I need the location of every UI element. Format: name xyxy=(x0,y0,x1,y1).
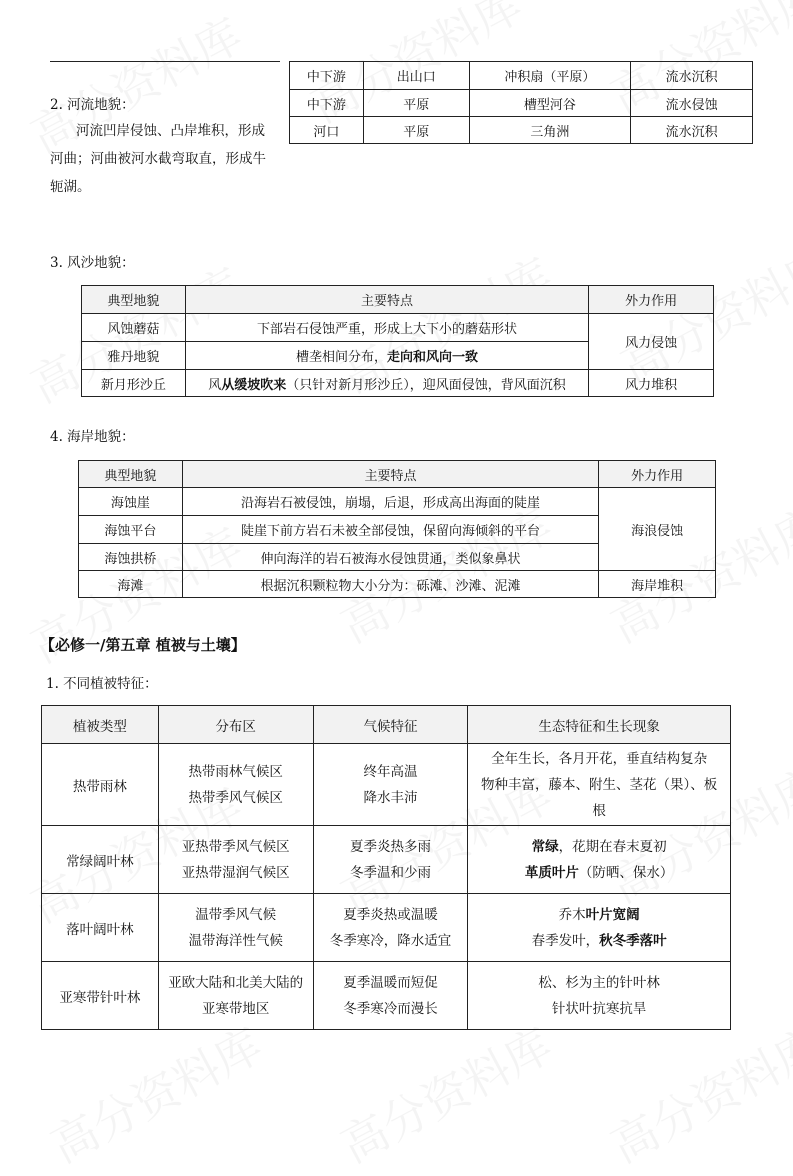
table-cell: 海蚀平台 xyxy=(79,516,183,544)
column-header: 典型地貌 xyxy=(82,286,186,314)
chapter-title: 【必修一/第五章 植被与土壤】 xyxy=(40,636,246,654)
table-cell: 热带雨林 xyxy=(42,744,159,826)
table-cell xyxy=(313,894,468,962)
coast-heading: 4. 海岸地貌： xyxy=(50,429,135,445)
table-cell: 中下游 xyxy=(290,90,364,117)
column-header: 典型地貌 xyxy=(79,461,183,488)
wind-table xyxy=(81,285,714,397)
cell-line: 热带季风气候区 xyxy=(188,789,283,806)
table-row xyxy=(42,962,731,1030)
table-row xyxy=(42,826,731,894)
table-cell: 冲积扇（平原） xyxy=(469,62,631,90)
cell-line xyxy=(468,860,730,886)
cell-line: 终年高温 xyxy=(363,763,418,780)
table-cell: 出山口 xyxy=(363,62,469,90)
table-cell xyxy=(468,894,731,962)
table-header-row xyxy=(42,706,731,744)
table-cell: 平原 xyxy=(363,117,469,144)
cell-line: 夏季炎热或温暖 xyxy=(343,906,438,923)
table-cell: 根据沉积颗粒物大小分为：砾滩、沙滩、泥滩 xyxy=(182,571,598,598)
table-cell xyxy=(468,826,731,894)
table-row xyxy=(79,488,716,516)
table-row xyxy=(290,117,753,144)
table-cell: 风力堆积 xyxy=(589,370,714,397)
table-cell xyxy=(185,370,588,397)
table-cell xyxy=(313,962,468,1030)
cell-bold-text: 秋冬季落叶 xyxy=(599,932,667,949)
table-cell xyxy=(158,894,313,962)
table-cell: 雅丹地貌 xyxy=(82,342,186,370)
table-cell: 陡崖下前方岩石未被全部侵蚀，保留向海倾斜的平台 xyxy=(182,516,598,544)
cell-line: 热带雨林气候区 xyxy=(188,763,283,780)
cell-bold-text: 叶片宽阔 xyxy=(585,906,640,923)
cell-line xyxy=(468,902,730,928)
table-cell: 中下游 xyxy=(290,62,364,90)
vegetation-table xyxy=(41,705,731,1030)
table-cell: 常绿阔叶林 xyxy=(42,826,159,894)
table-row xyxy=(42,894,731,962)
river-table xyxy=(289,61,753,144)
cell-bold-text: 革质叶片 xyxy=(524,864,579,881)
cell-line: 降水丰沛 xyxy=(363,789,418,806)
cell-line: 全年生长，各月开花，垂直结构复杂 xyxy=(491,750,708,767)
table-cell: 流水侵蚀 xyxy=(631,90,753,117)
table-header-row xyxy=(82,286,714,314)
river-paragraph xyxy=(50,117,280,201)
table-row xyxy=(79,571,716,598)
table-row xyxy=(82,370,714,397)
table-cell: 新月形沙丘 xyxy=(82,370,186,397)
watermark xyxy=(598,1010,793,1176)
cell-text: 乔木 xyxy=(558,906,586,923)
table-cell xyxy=(468,744,731,826)
table-cell xyxy=(468,962,731,1030)
cell-line: 松、杉为主的针叶林 xyxy=(538,974,660,991)
table-row xyxy=(290,62,753,90)
cell-bold-text: 常绿 xyxy=(531,838,559,855)
cell-line: 冬季寒冷，降水适宜 xyxy=(329,932,452,949)
coast-table xyxy=(78,460,716,598)
cell-line: 冬季寒冷而漫长 xyxy=(343,1000,438,1017)
table-cell: 海滩 xyxy=(79,571,183,598)
column-header: 外力作用 xyxy=(589,286,714,314)
cell-line: 冬季温和少雨 xyxy=(349,864,431,881)
cell-line: 夏季温暖而短促 xyxy=(343,974,438,991)
table-row xyxy=(82,314,714,342)
cell-line: 温带季风气候 xyxy=(195,906,277,923)
table-cell xyxy=(313,744,468,826)
table-header-row xyxy=(79,461,716,488)
table-cell xyxy=(158,826,313,894)
veg-heading: 1. 不同植被特征： xyxy=(46,676,158,692)
wind-heading: 3. 风沙地貌： xyxy=(50,255,135,271)
cell-line: 针状叶抗寒抗旱 xyxy=(551,1000,647,1017)
column-header: 分布区 xyxy=(158,706,313,744)
table-cell: 三角洲 xyxy=(469,117,631,144)
cell-line xyxy=(468,834,730,860)
cell-text: ，花期在春末夏初 xyxy=(558,838,667,855)
table-cell: 海岸堆积 xyxy=(599,571,716,598)
cell-line: 亚热带湿润气候区 xyxy=(181,864,290,881)
top-rule xyxy=(50,61,280,62)
column-header: 气候特征 xyxy=(313,706,468,744)
cell-line xyxy=(468,928,730,954)
table-cell: 风蚀蘑菇 xyxy=(82,314,186,342)
cell-text: 春季发叶， xyxy=(531,932,600,949)
column-header: 主要特点 xyxy=(185,286,588,314)
watermark xyxy=(328,1010,562,1176)
column-header: 外力作用 xyxy=(599,461,716,488)
table-cell: 流水沉积 xyxy=(631,62,753,90)
table-cell: 落叶阔叶林 xyxy=(42,894,159,962)
cell-line: 亚热带季风气候区 xyxy=(181,838,290,855)
table-cell: 下部岩石侵蚀严重，形成上大下小的蘑菇形状 xyxy=(185,314,588,342)
table-cell: 海蚀崖 xyxy=(79,488,183,516)
cell-line: 根 xyxy=(592,802,606,819)
cell-text: 槽垄相间分布， xyxy=(295,350,387,365)
table-cell: 亚寒带针叶林 xyxy=(42,962,159,1030)
table-cell xyxy=(185,342,588,370)
river-para-line3: 轭湖。 xyxy=(50,179,91,195)
river-heading: 2. 河流地貌： xyxy=(50,97,135,113)
cell-bold-text: 走向和风向一致 xyxy=(387,350,479,365)
cell-line: 亚欧大陆和北美大陆的 xyxy=(168,974,304,991)
table-cell: 平原 xyxy=(363,90,469,117)
cell-line: 温带海洋性气候 xyxy=(188,932,283,949)
table-cell xyxy=(158,744,313,826)
table-cell: 风力侵蚀 xyxy=(589,314,714,370)
table-cell xyxy=(313,826,468,894)
table-cell: 沿海岩石被侵蚀，崩塌，后退，形成高出海面的陡崖 xyxy=(182,488,598,516)
column-header: 主要特点 xyxy=(182,461,598,488)
cell-bold-text: 从缓坡吹来 xyxy=(221,377,287,393)
cell-line: 亚寒带地区 xyxy=(201,1000,270,1017)
table-cell: 海浪侵蚀 xyxy=(599,488,716,571)
table-cell: 槽型河谷 xyxy=(469,90,631,117)
watermark xyxy=(38,1010,272,1176)
table-cell: 伸向海洋的岩石被海水侵蚀贯通，类似象鼻状 xyxy=(182,544,598,571)
river-para-line2: 河曲；河曲被河水截弯取直，形成牛 xyxy=(50,151,266,167)
river-para-line1: 河流凹岸侵蚀、凸岸堆积，形成 xyxy=(76,123,265,139)
table-row xyxy=(290,90,753,117)
table-cell: 流水沉积 xyxy=(631,117,753,144)
table-row xyxy=(42,744,731,826)
table-cell: 河口 xyxy=(290,117,364,144)
cell-line: 夏季炎热多雨 xyxy=(349,838,431,855)
cell-text: （防晒、保水） xyxy=(578,864,674,881)
cell-text: （只针对新月形沙丘），迎风面侵蚀，背风面沉积 xyxy=(286,377,566,393)
cell-text: 风 xyxy=(208,377,222,393)
table-cell xyxy=(158,962,313,1030)
cell-line: 物种丰富，藤本、附生、茎花（果）、板 xyxy=(481,776,718,793)
table-cell: 海蚀拱桥 xyxy=(79,544,183,571)
column-header: 植被类型 xyxy=(42,706,159,744)
column-header: 生态特征和生长现象 xyxy=(468,706,731,744)
